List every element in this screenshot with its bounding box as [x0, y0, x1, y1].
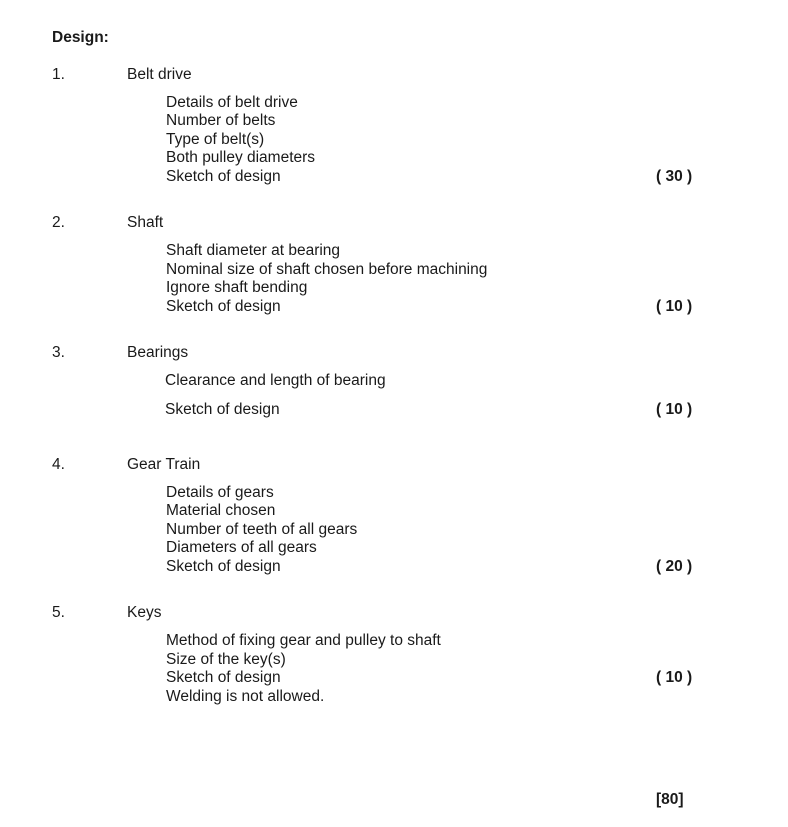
section-4-item: Material chosen: [166, 502, 276, 519]
section-5-item: Size of the key(s): [166, 651, 286, 668]
section-2-title: Shaft: [127, 214, 164, 231]
section-3-number: 3.: [52, 344, 65, 361]
section-3-item: Clearance and length of bearing: [165, 372, 386, 389]
section-5-number: 5.: [52, 604, 65, 621]
section-4-item: Diameters of all gears: [166, 539, 317, 556]
section-5-title: Keys: [127, 604, 162, 621]
section-4-title: Gear Train: [127, 456, 201, 473]
section-5-item: Welding is not allowed.: [166, 688, 325, 705]
section-2-item: Nominal size of shaft chosen before machining: [166, 261, 488, 278]
section-4-item: Details of gears: [166, 484, 274, 501]
section-5-marks: ( 10 ): [656, 669, 693, 686]
total-marks: [80]: [656, 791, 684, 808]
section-1-item: Details of belt drive: [166, 94, 298, 111]
section-1-item: Type of belt(s): [166, 131, 265, 148]
section-2-item: Ignore shaft bending: [166, 279, 308, 296]
section-1-marks: ( 30 ): [656, 168, 693, 185]
section-3-item: Sketch of design: [165, 401, 280, 418]
section-5-item: Sketch of design: [166, 669, 281, 686]
section-5-item: Method of fixing gear and pulley to shaft: [166, 632, 441, 649]
section-1-number: 1.: [52, 66, 65, 83]
section-1-title: Belt drive: [127, 66, 192, 83]
section-2-marks: ( 10 ): [656, 298, 693, 315]
design-heading: Design:: [52, 29, 109, 46]
section-4-item: Number of teeth of all gears: [166, 521, 358, 538]
section-1-item: Number of belts: [166, 112, 276, 129]
section-1-item: Sketch of design: [166, 168, 281, 185]
section-4-number: 4.: [52, 456, 65, 473]
section-2-number: 2.: [52, 214, 65, 231]
section-2-item: Shaft diameter at bearing: [166, 242, 341, 259]
section-3-title: Bearings: [127, 344, 189, 361]
section-3-marks: ( 10 ): [656, 401, 693, 418]
section-4-marks: ( 20 ): [656, 558, 693, 575]
section-2-item: Sketch of design: [166, 298, 281, 315]
section-4-item: Sketch of design: [166, 558, 281, 575]
section-1-item: Both pulley diameters: [166, 149, 316, 166]
